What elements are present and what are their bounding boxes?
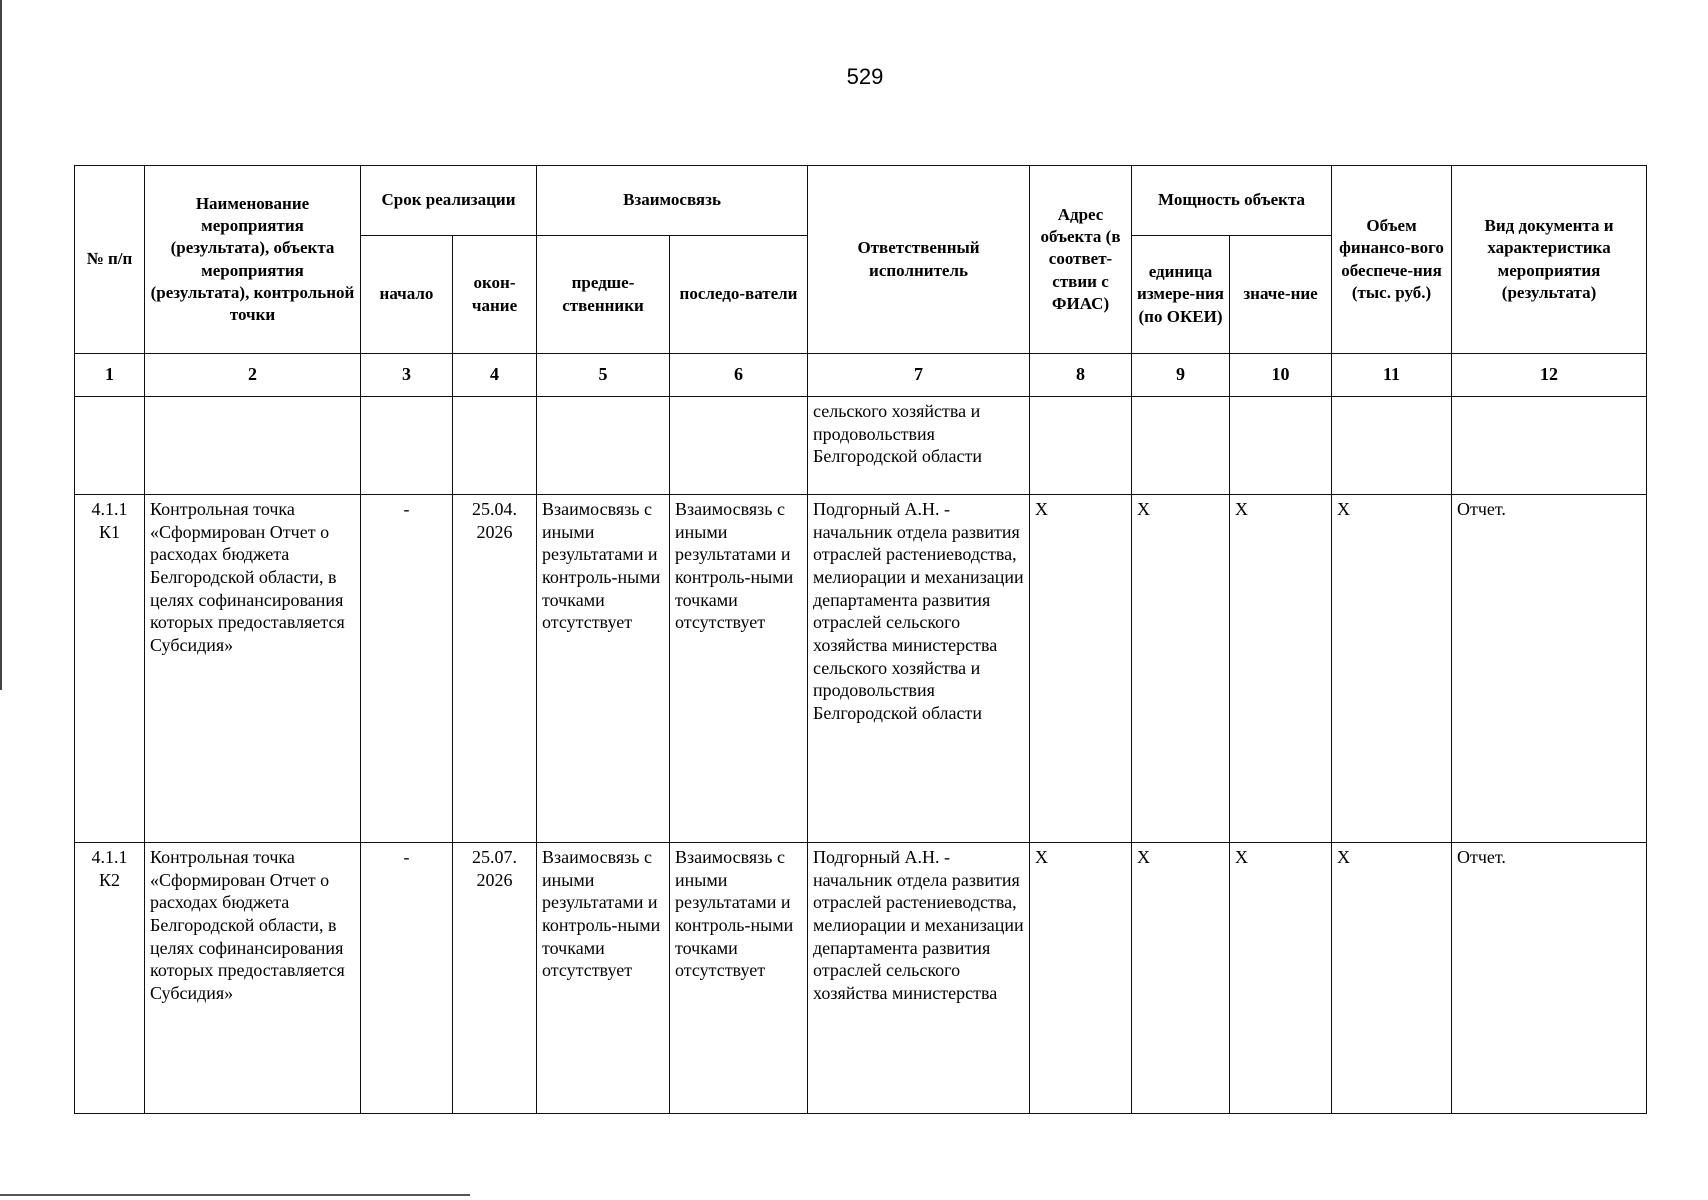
cell-end (453, 397, 537, 495)
header-successors: последо-ватели (670, 236, 808, 354)
column-number: 6 (670, 354, 808, 397)
header-document: Вид документа и характеристика мероприятия (результата) (1452, 166, 1647, 354)
cell-finance (1332, 397, 1452, 495)
column-number: 8 (1030, 354, 1132, 397)
scan-bottom-line (0, 1194, 470, 1196)
column-number: 5 (537, 354, 670, 397)
cell-predecessors: Взаимосвязь с иными результатами и контроль-ными точками отсутствует (537, 495, 670, 843)
cell-value: X (1230, 843, 1332, 1114)
cell-start (361, 397, 453, 495)
table-row (75, 397, 1647, 495)
cell-address: X (1030, 843, 1132, 1114)
table-row (75, 843, 1647, 1114)
cell-responsible: Подгорный А.Н. - начальник отдела развития отраслей растениеводства, мелиорации и механизации департамента развития отраслей сельского хозяйства министерства (808, 843, 1030, 1114)
header-end: окон-чание (453, 236, 537, 354)
table-row (75, 495, 1647, 843)
cell-successors: Взаимосвязь с иными результатами и контроль-ными точками отсутствует (670, 843, 808, 1114)
cell-no: 4.1.1 К2 (75, 843, 145, 1114)
cell-end: 25.07. 2026 (453, 843, 537, 1114)
cell-start: - (361, 495, 453, 843)
header-group-capacity: Мощность объекта (1132, 166, 1332, 236)
cell-name (145, 397, 361, 495)
cell-finance: X (1332, 843, 1452, 1114)
cell-address: X (1030, 495, 1132, 843)
cell-responsible: сельского хозяйства и продовольствия Белгородской области (808, 397, 1030, 495)
cell-unit: X (1132, 495, 1230, 843)
header-group-srok: Срок реализации (361, 166, 537, 236)
cell-document: Отчет. (1452, 843, 1647, 1114)
header-start: начало (361, 236, 453, 354)
cell-document (1452, 397, 1647, 495)
cell-value (1230, 397, 1332, 495)
column-number: 10 (1230, 354, 1332, 397)
cell-start: - (361, 843, 453, 1114)
column-number: 4 (453, 354, 537, 397)
cell-unit: X (1132, 843, 1230, 1114)
cell-no (75, 397, 145, 495)
column-number: 11 (1332, 354, 1452, 397)
page-number: 529 (846, 64, 884, 89)
header-address: Адрес объекта (в соответ-ствии с ФИАС) (1030, 166, 1132, 354)
cell-predecessors: Взаимосвязь с иными результатами и контроль-ными точками отсутствует (537, 843, 670, 1114)
column-number: 2 (145, 354, 361, 397)
column-number: 7 (808, 354, 1030, 397)
scan-edge-line (0, 0, 2, 690)
cell-no: 4.1.1 К1 (75, 495, 145, 843)
activities-table (74, 165, 1647, 1114)
header-responsible: Ответственный исполнитель (808, 166, 1030, 354)
cell-successors: Взаимосвязь с иными результатами и контроль-ными точками отсутствует (670, 495, 808, 843)
column-numbers-row (75, 354, 1647, 397)
cell-name: Контрольная точка «Сформирован Отчет о расходах бюджета Белгородской области, в целях софинансирования которых предоставляется Субсидия» (145, 843, 361, 1114)
cell-finance: X (1332, 495, 1452, 843)
header-value: значе-ние (1230, 236, 1332, 354)
header-group-vzaim: Взаимосвязь (537, 166, 808, 236)
header-no: № п/п (75, 166, 145, 354)
header-unit: единица измере-ния (по ОКЕИ) (1132, 236, 1230, 354)
column-number: 1 (75, 354, 145, 397)
column-number: 9 (1132, 354, 1230, 397)
header-name: Наименование мероприятия (результата), объекта мероприятия (результата), контрольной точки (145, 166, 361, 354)
cell-value: X (1230, 495, 1332, 843)
cell-document: Отчет. (1452, 495, 1647, 843)
cell-unit (1132, 397, 1230, 495)
cell-predecessors (537, 397, 670, 495)
cell-responsible: Подгорный А.Н. - начальник отдела развития отраслей растениеводства, мелиорации и механизации департамента развития отраслей сельского хозяйства министерства сельского хозяйства и продовольствия Белгородской области (808, 495, 1030, 843)
column-number: 12 (1452, 354, 1647, 397)
cell-successors (670, 397, 808, 495)
header-predecessors: предше-ственники (537, 236, 670, 354)
column-number: 3 (361, 354, 453, 397)
cell-address (1030, 397, 1132, 495)
cell-end: 25.04. 2026 (453, 495, 537, 843)
cell-name: Контрольная точка «Сформирован Отчет о расходах бюджета Белгородской области, в целях софинансирования которых предоставляется Субсидия» (145, 495, 361, 843)
header-finance: Объем финансо-вого обеспече-ния (тыс. руб.) (1332, 166, 1452, 354)
